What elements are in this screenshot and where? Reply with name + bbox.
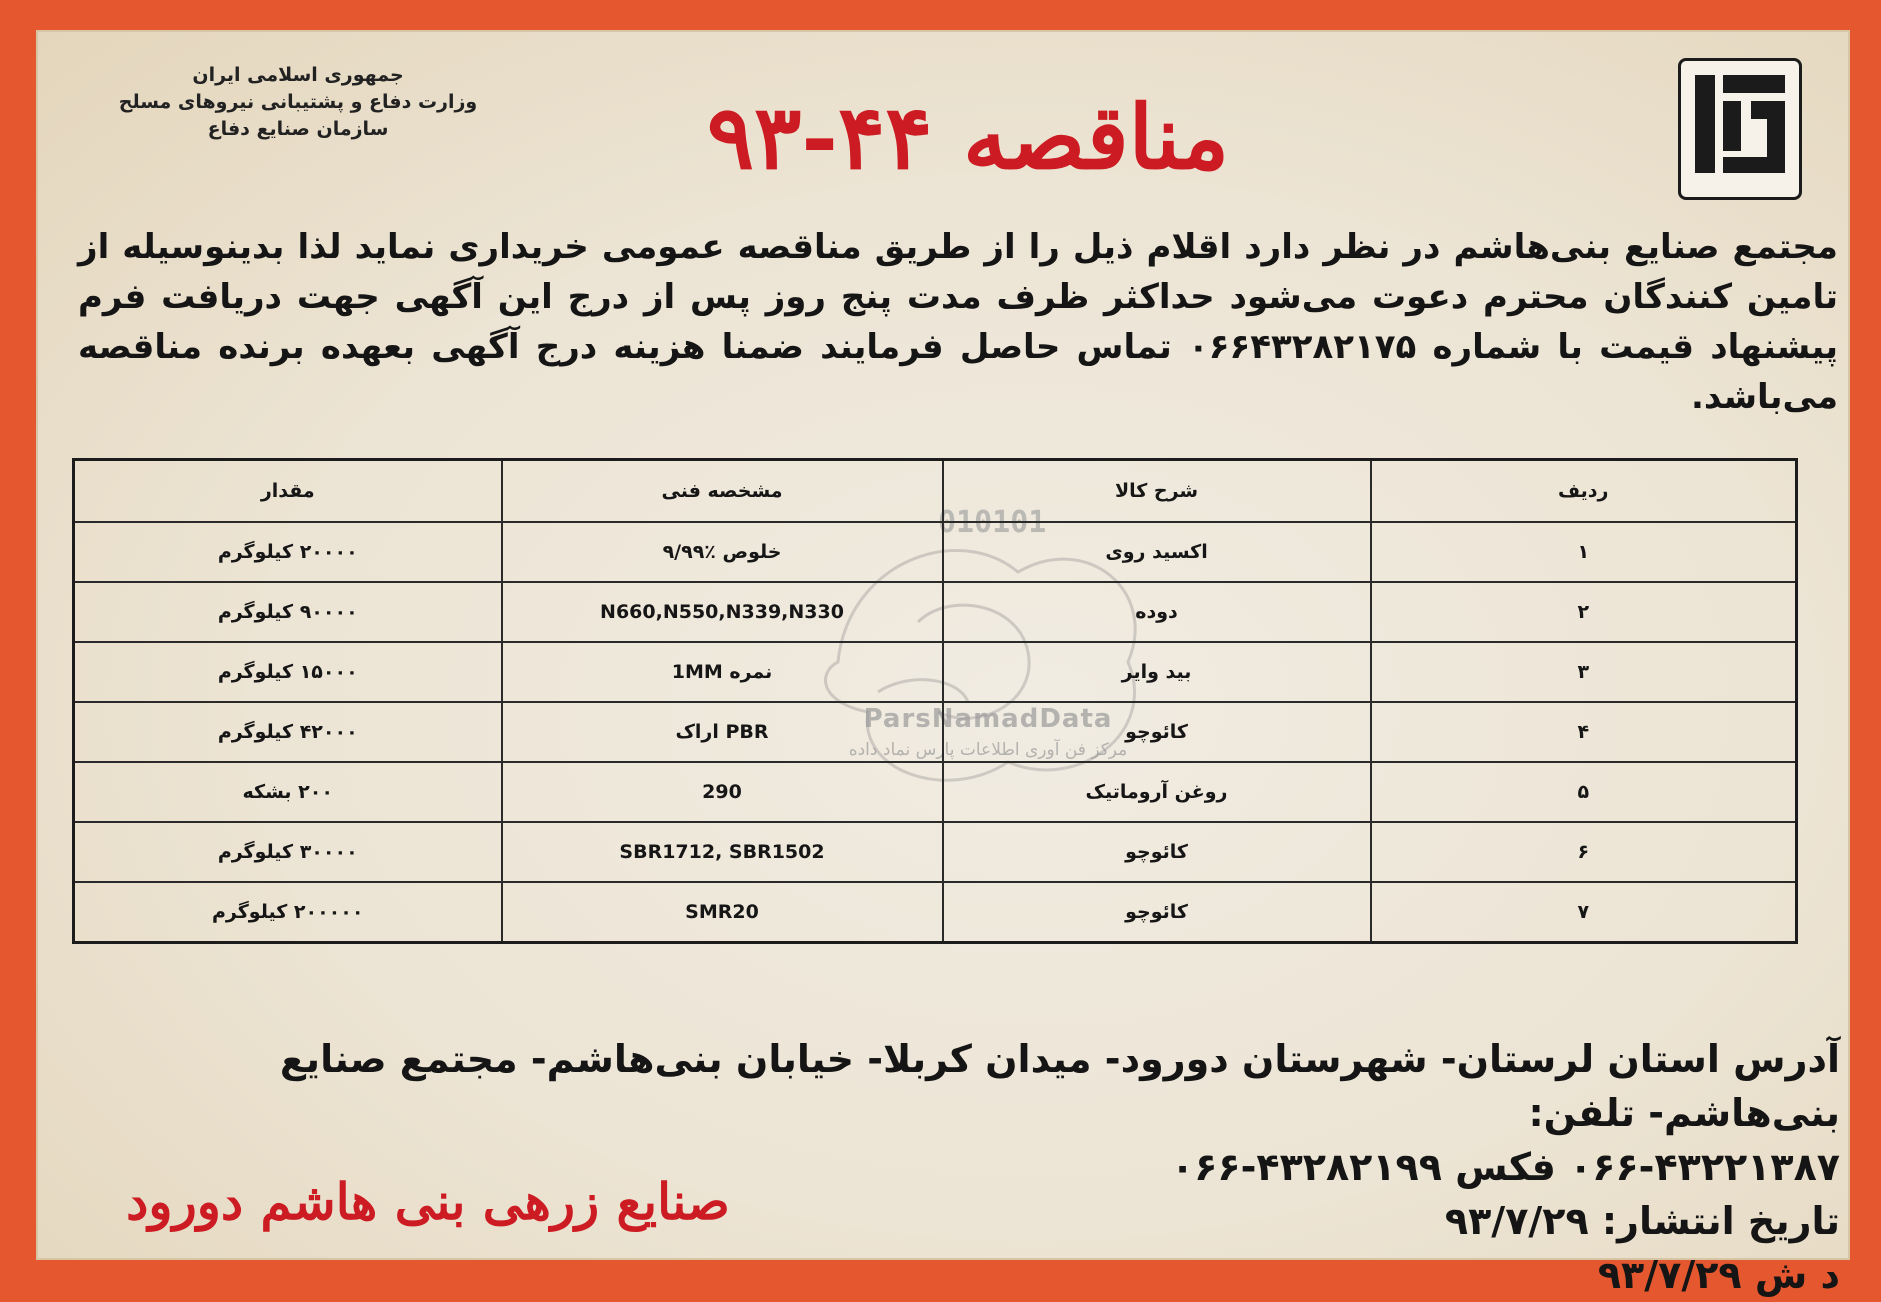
- table-row: [74, 702, 1797, 762]
- cell-item-name: اکسید روی: [943, 522, 1371, 582]
- items-table: [72, 458, 1798, 944]
- watermark-brand: ParsNamadData: [863, 704, 1113, 734]
- cell-row-number: ۵: [1371, 762, 1797, 822]
- header-spec: مشخصه فنی: [502, 460, 943, 523]
- table-row: [74, 642, 1797, 702]
- cell-item-name: کائوچو: [943, 822, 1371, 882]
- cell-item-name: بید وایر: [943, 642, 1371, 702]
- address-line: آدرس استان لرستان- شهرستان دورود- میدان کربلا- خیابان بنی‌هاشم- مجتمع صنایع بنی‌هاشم- تلفن:: [279, 1037, 1840, 1135]
- cell-row-number: ۶: [1371, 822, 1797, 882]
- table-row: [74, 762, 1797, 822]
- tender-description: مجتمع صنایع بنی‌هاشم در نظر دارد اقلام ذیل را از طریق مناقصه عمومی خریداری نماید لذا بدینوسیله از تامین کنندگان محترم دعوت می‌شود حداکثر ظرف مدت پنج روز پس از درج این آگهی جهت دریافت فرم پیشنهاد قیمت با شماره ۰۶۶۴۳۲۸۲۱۷۵ تماس حاصل فرمایند ضمنا هزینه درج آگهی بعهده برنده مناقصه می‌باشد.: [78, 227, 1838, 417]
- org-line-1: جمهوری اسلامی ایران: [192, 64, 404, 86]
- cell-quantity: ۲۰۰۰۰۰ کیلوگرم: [74, 882, 502, 943]
- table-row: [74, 522, 1797, 582]
- cell-item-name: دوده: [943, 582, 1371, 642]
- cell-item-name: کائوچو: [943, 702, 1371, 762]
- table-row: [74, 822, 1797, 882]
- watermark-subtitle: مرکز فن آوری اطلاعات پارس نماد داده: [848, 740, 1128, 760]
- cell-quantity: ۳۰۰۰۰ کیلوگرم: [74, 822, 502, 882]
- cell-quantity: ۱۵۰۰۰ کیلوگرم: [74, 642, 502, 702]
- publish-date: تاریخ انتشار: ۹۳/۷/۲۹: [1444, 1199, 1840, 1243]
- header-quantity: مقدار: [74, 460, 502, 523]
- cell-quantity: ۲۰۰ بشکه: [74, 762, 502, 822]
- cell-spec: خلوص ٪۹/۹۹: [502, 522, 943, 582]
- org-line-2: وزارت دفاع و پشتیبانی نیروهای مسلح: [118, 91, 478, 113]
- advertisement-page: [36, 30, 1850, 1297]
- cell-spec: SMR20: [502, 882, 943, 943]
- watermark-digits: 010101: [938, 505, 1047, 540]
- cell-row-number: ۲: [1371, 582, 1797, 642]
- cell-row-number: ۱: [1371, 522, 1797, 582]
- cell-quantity: ۴۲۰۰۰ کیلوگرم: [74, 702, 502, 762]
- contact-block: [78, 1032, 1840, 1302]
- company-signature: صنایع زرهی بنی هاشم دورود: [126, 1172, 730, 1231]
- cell-spec: نمره 1MM: [502, 642, 943, 702]
- org-line-3: سازمان صنایع دفاع: [207, 118, 389, 140]
- tender-title: مناقصه ۴۴-۹۳: [706, 85, 1230, 189]
- cell-quantity: ۹۰۰۰۰ کیلوگرم: [74, 582, 502, 642]
- organization-header: [108, 62, 488, 143]
- cell-row-number: ۴: [1371, 702, 1797, 762]
- header-row-number: ردیف: [1371, 460, 1797, 523]
- cell-quantity: ۲۰۰۰۰ کیلوگرم: [74, 522, 502, 582]
- header-item-name: شرح کالا: [943, 460, 1371, 523]
- cell-spec: PBR اراک: [502, 702, 943, 762]
- cell-row-number: ۳: [1371, 642, 1797, 702]
- table-row: [74, 882, 1797, 943]
- phone-fax-line: ۰۶۶-۴۳۲۲۱۳۸۷ فکس ۴۳۲۸۲۱۹۹-۰۶۶: [1171, 1145, 1840, 1189]
- cell-spec: N660,N550,N339,N330: [502, 582, 943, 642]
- company-logo-icon: [1678, 58, 1802, 200]
- cell-spec: 290: [502, 762, 943, 822]
- ad-code: د ش ۹۳/۷/۲۹: [1597, 1253, 1840, 1297]
- cell-item-name: روغن آروماتیک: [943, 762, 1371, 822]
- cell-row-number: ۷: [1371, 882, 1797, 943]
- table-row: [74, 582, 1797, 642]
- cell-item-name: کائوچو: [943, 882, 1371, 943]
- table-header-row: [74, 460, 1797, 523]
- cell-spec: SBR1712, SBR1502: [502, 822, 943, 882]
